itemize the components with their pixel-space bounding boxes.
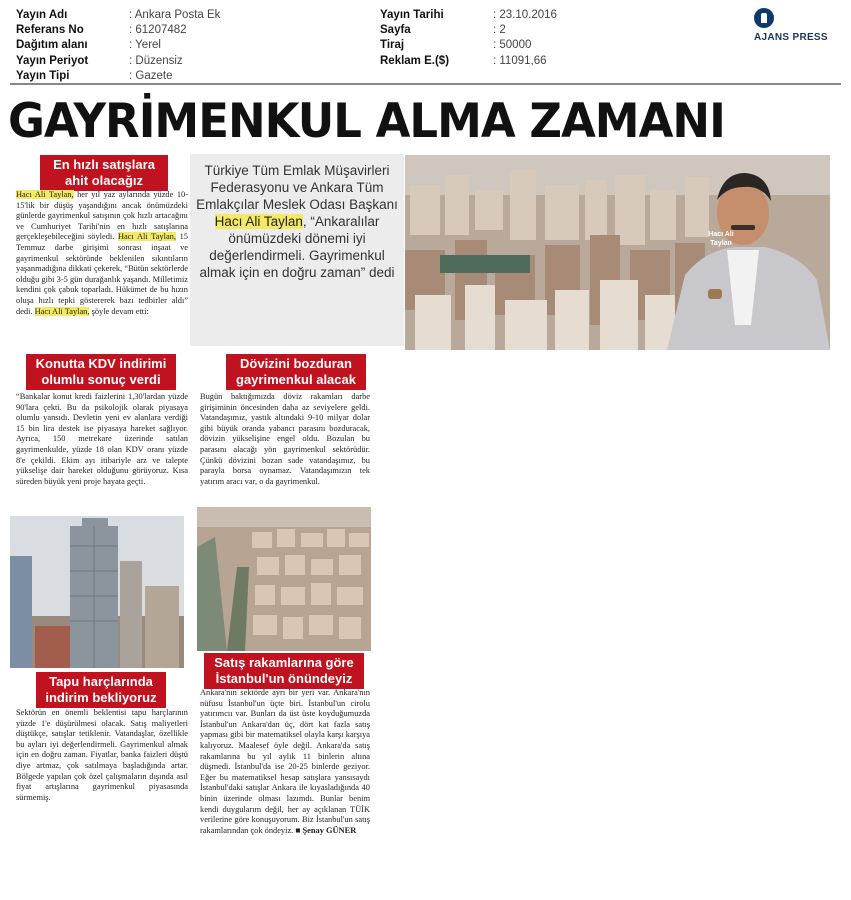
meta-label: Tiraj [380,39,405,52]
article-headline: GAYRİMENKUL ALMA ZAMANI [8,92,725,149]
section-body-currency: Bugün baktığımızda döviz rakamları darbe girişiminin öncesinden daha az seviyelere geldi. Vatandaşımız, yastık altındaki 9-10 milyar dolar gibi büyük oranda yabancı parasını bozduracak, dövizin yükselişine engel oldu. Bozulan bu parasını alacağı yön gayrimenkul sektörüdür. Çünkü dövizini bozan sade vatandaşımız, bu parayla borsa oynamaz. Vatandaşımızın tek yatırım aracı var, o da gayrimenkul. [200,392,370,486]
meta-label: Yayın Tarihi [380,9,444,21]
section-title-line: ahit olacağız [64,173,144,188]
meta-row [16,8,220,23]
caption-line: Taylan [710,240,732,247]
meta-value: : Ankara Posta Ek [129,9,221,21]
section-title-title-deed [36,672,166,708]
meta-row [380,54,557,69]
section-body-vat: “Bankalar konut kredi faizlerini 1,30'lardan yüzde 90'lara çekti. Bu da psikolojik olarak piyasaya olumlu yansıdı. Devletin yeni ev alanlara verdiği 15 bin lira destek ise piyasaya hareket sağlıyor. Ayrıca, 150 metrekare üzerinde satılan gayrimenkulde, yüzde 18 olan KDV oranı yüzde 8'e çekildi. Ekim ayı itibariyle arz ve talepte yükselişe dair hareket olduğunu görüyoruz. Kısa süreden büyük yeni proje hayata geçti. [16,392,188,486]
meta-value: : Gazete [129,69,173,82]
meta-row [380,23,557,38]
meta-label: Yayın Periyot [16,54,89,67]
meta-label: Yayın Tipi [16,69,70,82]
quote-text: , “Ankaralılar önümüzdeki dönemi iyi değerlendirmeli. Gayrimenkul almak için en doğru zaman” dedi [199,214,395,280]
meta-value: : 61207482 [129,24,187,37]
section-title-line: Satış rakamlarına göre [214,655,354,670]
section-title-vat [26,354,176,390]
meta-label: Dağıtım alanı [16,39,88,52]
section-title-istanbul [204,653,364,689]
section-body-title-deed: Sektörün en önemli beklentisi tapu harçlarının yüzde 1'e düşürülmesi olacak. Satış maliyetleri düştükçe, satışlar tetiklenir. Vatandaşlar, özellikle bu ayları iyi değerlendirmeli. Gayrimenkul almak için en doğru zaman. Fiyatlar, banka faizleri düştü diye artmaz, çok satılmaya başladığında artar. Bölgede yapılan çok özel çalışmaların dışında asıl fiyat artışlarına gayrimenkul piyasasında sürmemiş. [16,708,188,802]
highlighted-name: Hacı Ali Taylan, [34,306,90,316]
body-text: her yıl yaz aylarında yüzde 10-15'lik bir düşüş yaşandığını ancak önümüzdeki günlerde gayrimenkul satışının çok hızlı artacağını ve Cumhuriyet Tarihi'nin en hızlı satışlarına gerçekleşebileceğini söyledi. [16,190,188,242]
aerial-city-photo [197,507,371,651]
section-title-line: gayrimenkul alacak [236,372,356,387]
aerial-city-image [197,507,371,651]
publication-meta-right [380,8,557,69]
section-title-line: Dövizini bozduran [240,356,352,371]
section-title-line: Tapu harçlarında [49,674,153,689]
city-skyline-image [405,155,830,350]
tower-image [10,516,184,668]
author-byline: ■ Şenay GÜNER [293,825,357,835]
section-body-fast-sales [16,190,188,346]
logo-text: AJANS PRESS [754,32,828,43]
highlighted-name: Hacı Ali Taylan, [117,232,176,242]
section-title-currency [226,354,366,390]
meta-value: : 23.10.2016 [493,9,557,21]
section-title-line: olumlu sonuç verdi [41,372,161,387]
body-text: 15 Temmuz darbe girişimi sonrası inşaat ve gayrimenkul sektöründe beklenilen sıkıntıların yaşanmadığına dikkati çekerek, “Bütün sektörlerde olduğu gibi 3-5 gün durağanlık yaşandı. Milletimiz kendini çok çabuk toparladı. Hükümet de bu hızın oluşa hızlı tepki göstererek bazı tedbirler aldı” dedi. [16,232,188,316]
quote-text: Türkiye Tüm Emlak Müşavirleri Federasyonu ve Ankara Tüm Emlakçılar Meslek Odası Başkanı [196,163,398,212]
meta-row [16,69,220,84]
meta-label: Sayfa [380,24,411,37]
section-title-line: En hızlı satışlara [53,157,155,172]
meta-row [16,23,220,38]
photo-caption [703,230,739,248]
meta-value: : Düzensiz [129,54,183,67]
ajans-press-logo [754,8,844,46]
section-body-istanbul [200,688,370,878]
section-title-line: İstanbul'un önündeyiz [215,671,353,686]
meta-value: : 2 [493,24,506,37]
section-title-line: Konutta KDV indirimi [35,356,167,371]
meta-label: Referans No [16,24,84,37]
pull-quote [190,154,404,346]
publication-meta-left [16,8,220,84]
meta-label: Reklam E.($) [380,54,450,67]
header-divider [10,83,841,85]
meta-label: Yayın Adı [16,9,68,21]
highlighted-name: Hacı Ali Taylan, [16,190,74,199]
body-text: şöyle devam etti: [89,306,149,316]
meta-value: : 11091,66 [493,54,547,67]
meta-row [380,38,557,53]
meta-row [16,54,220,69]
highlighted-name: Hacı Ali Taylan [214,214,303,229]
body-text: Ankara'nın sektörde ayrı bir yeri var. Ankara'nın nüfusu İstanbul'un üçte biri. İstanbul'un cirolu yatırımcıı var. Bunları da üst üste koyduğumuzda İstanbul'un Ankara'dan üç, dört kat fazla satış yapması gibi bir matematiksel olayla karşı karşıya kalıyoruz. Maalesef öyle değil. Ankara'da satış rakamlarına bu yıl aylık 11 binlerin altına düşmedi. İstanbul'da ise 20-25 binlerde geziyor. Eğer bu matematiksel hesap satışlara yansısaydı İstanbul'daki satışlar Ankara ile kıyasladığında 40 binin üzerinde olması lazımdı. Bunlar benim kendi duygularım değil, her ay açıklanan TÜİK verilerine göre konuşuyorum. Biz İstanbul'un satış rakamlarından çok öndeyiz. [200,688,370,835]
tower-photo [10,516,184,668]
meta-row [16,38,220,53]
caption-line: Hacı Ali [708,231,734,238]
meta-value: : Yerel [129,39,161,52]
meta-value: : 50000 [493,39,532,52]
ajans-press-logo-icon [754,8,774,28]
main-photo-city-portrait [405,155,830,350]
section-title-line: indirim bekliyoruz [45,690,157,705]
meta-row [380,8,557,23]
section-title-fast-sales [40,155,168,191]
